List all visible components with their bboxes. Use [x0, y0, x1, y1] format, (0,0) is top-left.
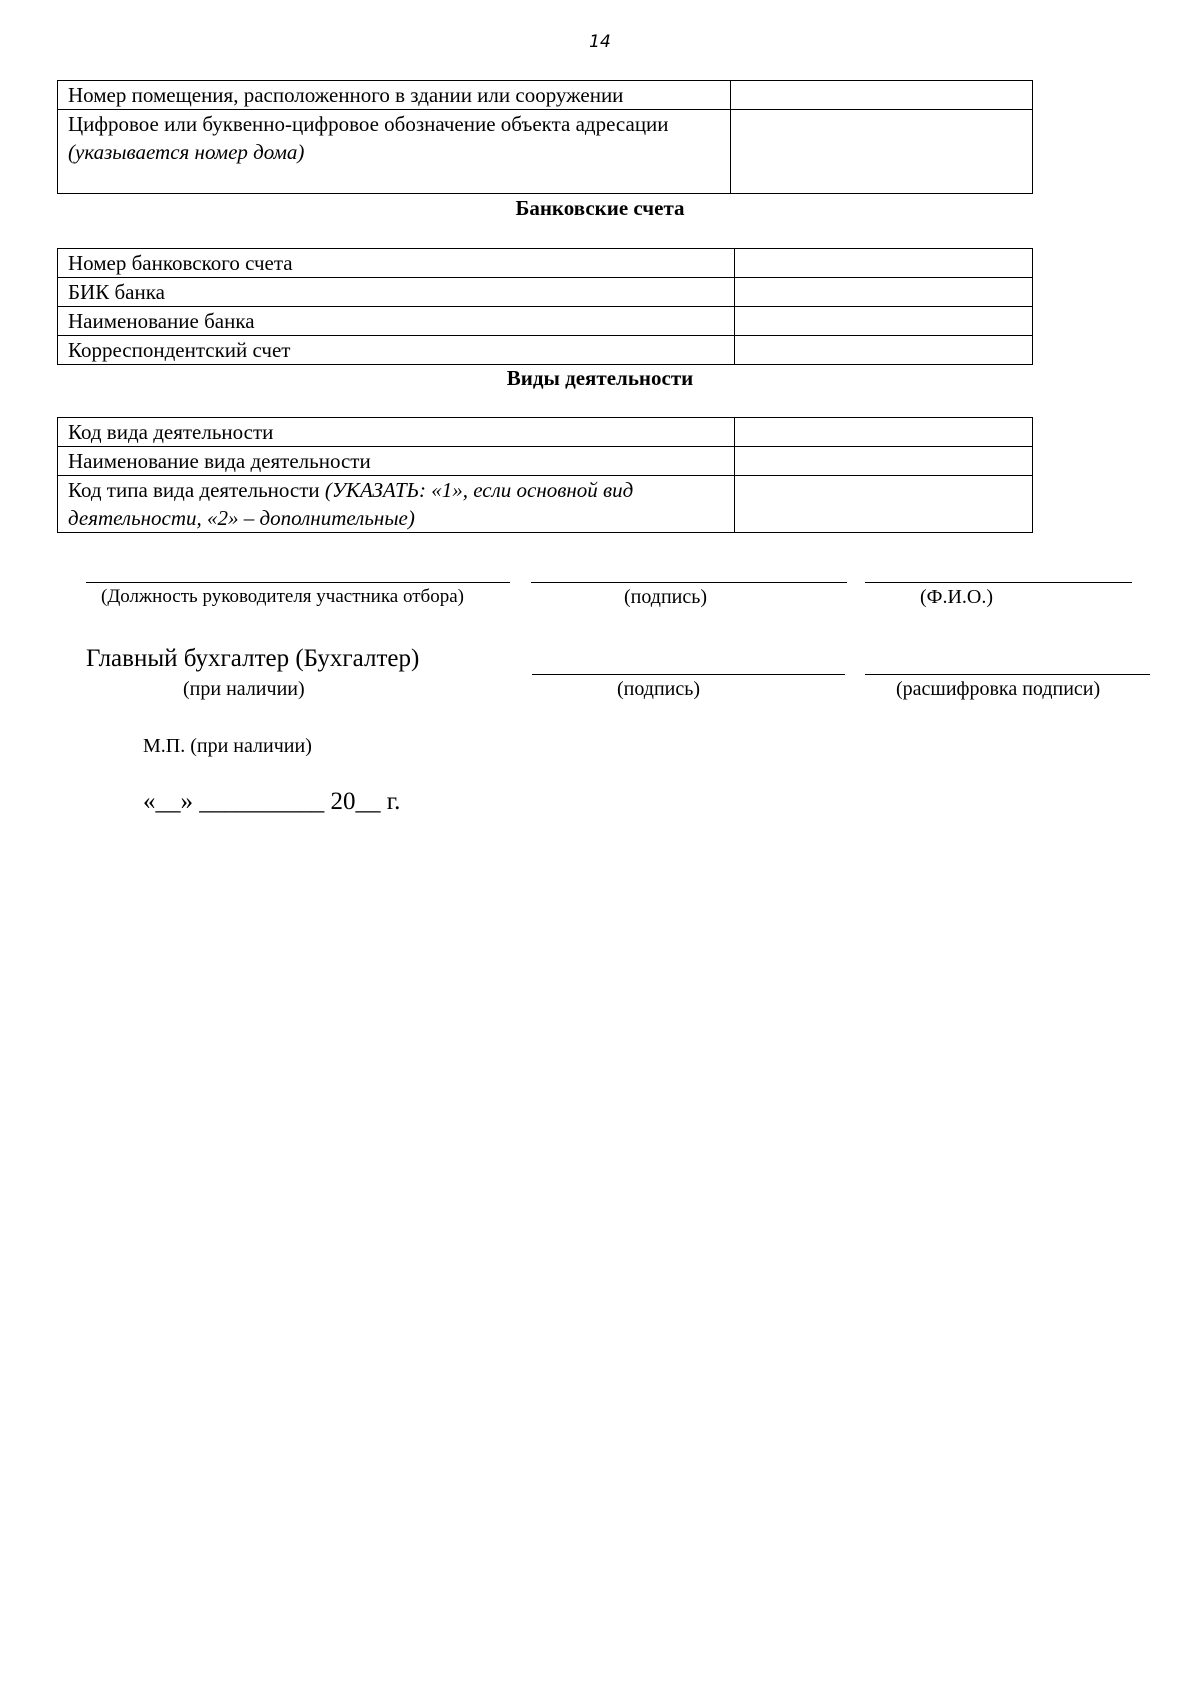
- table-row: [58, 249, 1033, 278]
- value-cell[interactable]: [735, 418, 1033, 447]
- bank-table: [57, 248, 1033, 365]
- page-number: 14: [589, 32, 611, 52]
- value-cell[interactable]: [731, 110, 1033, 194]
- row-label: Наименование вида деятельности: [58, 447, 735, 476]
- table-row: [58, 447, 1033, 476]
- table-row: [58, 110, 1033, 194]
- date-line[interactable]: «__» __________ 20__ г.: [143, 788, 401, 815]
- table-row: [58, 418, 1033, 447]
- table-row: [58, 307, 1033, 336]
- row-label: Наименование банка: [58, 307, 735, 336]
- accountant-signature-line[interactable]: [532, 674, 845, 675]
- head-fio-line[interactable]: [865, 582, 1132, 583]
- accountant-decoding-line[interactable]: [865, 674, 1150, 675]
- head-position-line[interactable]: [86, 582, 510, 583]
- head-position-caption: (Должность руководителя участника отбора): [101, 586, 464, 607]
- row-label: Номер помещения, расположенного в здании или сооружении: [58, 81, 731, 110]
- row-label: БИК банка: [58, 278, 735, 307]
- row-label-text: Код типа вида деятельности: [68, 478, 325, 502]
- head-signature-caption: (подпись): [624, 586, 708, 608]
- head-fio-caption: (Ф.И.О.): [920, 586, 994, 608]
- value-cell[interactable]: [735, 278, 1033, 307]
- value-cell[interactable]: [735, 476, 1033, 533]
- value-cell[interactable]: [735, 307, 1033, 336]
- accountant-decoding-caption: (расшифровка подписи): [896, 678, 1101, 700]
- activity-table: [57, 417, 1033, 533]
- value-cell[interactable]: [735, 249, 1033, 278]
- row-label: [58, 476, 735, 533]
- table-row: [58, 476, 1033, 533]
- value-cell[interactable]: [731, 81, 1033, 110]
- head-signature-line[interactable]: [531, 582, 847, 583]
- table-row: [58, 278, 1033, 307]
- section-title-activity: Виды деятельности: [506, 366, 694, 390]
- table-row: [58, 81, 1033, 110]
- address-table: [57, 80, 1033, 194]
- value-cell[interactable]: [735, 336, 1033, 365]
- value-cell[interactable]: [735, 447, 1033, 476]
- row-label-note: (указывается номер дома): [68, 140, 305, 164]
- section-title-bank: Банковские счета: [515, 196, 685, 220]
- row-label: Код вида деятельности: [58, 418, 735, 447]
- row-label-note: (УКАЗАТЬ: «1», если основной вид деятельности, «2» – дополнительные): [68, 478, 634, 530]
- table-row: [58, 336, 1033, 365]
- row-label: Номер банковского счета: [58, 249, 735, 278]
- accountant-signature-caption: (подпись): [617, 678, 701, 700]
- if-present-caption: (при наличии): [183, 678, 305, 700]
- chief-accountant-label: Главный бухгалтер (Бухгалтер): [86, 645, 420, 672]
- row-label-text: Цифровое или буквенно-цифровое обозначение объекта адресации: [68, 112, 669, 136]
- row-label: Корреспондентский счет: [58, 336, 735, 365]
- row-label: [58, 110, 731, 194]
- stamp-label: М.П. (при наличии): [143, 735, 312, 757]
